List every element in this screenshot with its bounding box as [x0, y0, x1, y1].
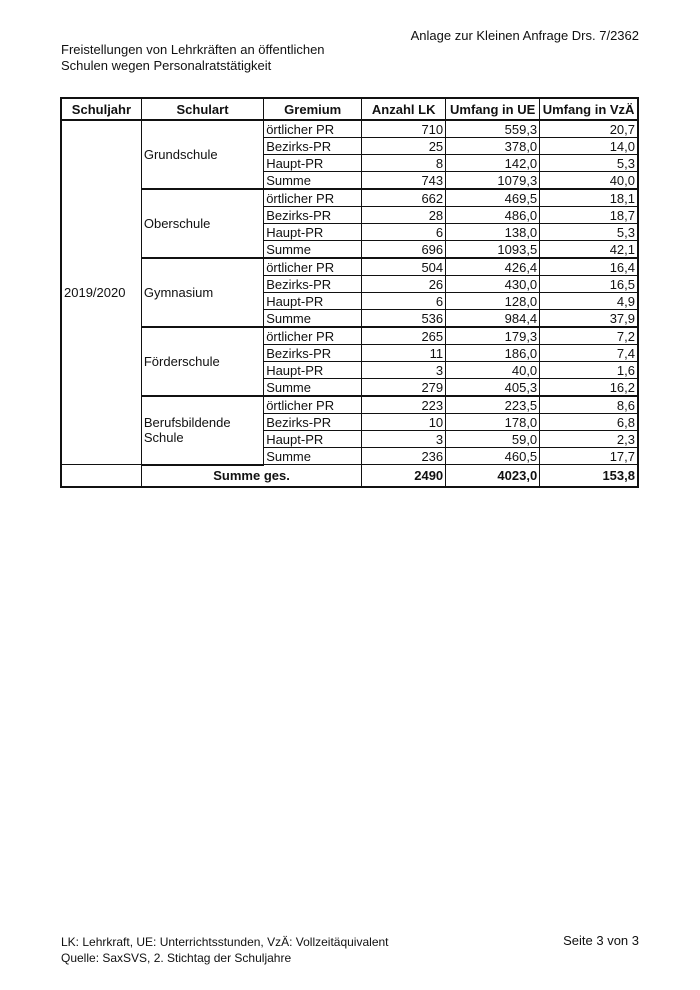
umfang-vza-cell: 4,9 — [540, 293, 638, 310]
footer-legend: LK: Lehrkraft, UE: Unterrichtsstunden, VzÄ: Vollzeitäquivalent — [61, 935, 389, 949]
footer-notes — [61, 934, 389, 966]
total-ue: 4023,0 — [446, 465, 540, 487]
umfang-ue-cell: 40,0 — [446, 362, 540, 379]
umfang-ue-cell: 378,0 — [446, 138, 540, 155]
anzahl-lk-cell: 696 — [362, 241, 446, 259]
umfang-vza-cell: 5,3 — [540, 224, 638, 241]
umfang-vza-cell: 8,6 — [540, 396, 638, 414]
umfang-ue-cell: 128,0 — [446, 293, 540, 310]
anzahl-lk-cell: 662 — [362, 189, 446, 207]
page-number: Seite 3 von 3 — [563, 933, 639, 948]
gremium-cell: Bezirks-PR — [264, 414, 362, 431]
anzahl-lk-cell: 265 — [362, 327, 446, 345]
header-umfang-ue: Umfang in UE — [446, 98, 540, 120]
schulart-cell — [141, 327, 263, 396]
umfang-vza-cell: 18,1 — [540, 189, 638, 207]
gremium-cell: Haupt-PR — [264, 362, 362, 379]
umfang-vza-cell: 2,3 — [540, 431, 638, 448]
gremium-cell: Bezirks-PR — [264, 138, 362, 155]
header-anzahl-lk: Anzahl LK — [362, 98, 446, 120]
total-label: Summe ges. — [141, 465, 361, 487]
umfang-vza-cell: 40,0 — [540, 172, 638, 190]
document-title — [61, 42, 325, 74]
gremium-cell: Summe — [264, 241, 362, 259]
anzahl-lk-cell: 6 — [362, 293, 446, 310]
header-schuljahr: Schuljahr — [61, 98, 141, 120]
umfang-ue-cell: 984,4 — [446, 310, 540, 328]
gremium-cell: örtlicher PR — [264, 258, 362, 276]
anzahl-lk-cell: 279 — [362, 379, 446, 397]
title-line-1: Freistellungen von Lehrkräften an öffentlichen — [61, 42, 325, 57]
table-row — [61, 189, 638, 207]
schulart-label: Grundschule — [143, 147, 218, 162]
gremium-cell: Haupt-PR — [264, 431, 362, 448]
table-body — [61, 120, 638, 465]
gremium-cell: Haupt-PR — [264, 224, 362, 241]
anzahl-lk-cell: 743 — [362, 172, 446, 190]
anzahl-lk-cell: 504 — [362, 258, 446, 276]
gremium-cell: Summe — [264, 310, 362, 328]
umfang-ue-cell: 559,3 — [446, 120, 540, 138]
umfang-vza-cell: 20,7 — [540, 120, 638, 138]
umfang-vza-cell: 7,2 — [540, 327, 638, 345]
schulart-cell — [141, 396, 263, 465]
umfang-vza-cell: 16,4 — [540, 258, 638, 276]
umfang-vza-cell: 37,9 — [540, 310, 638, 328]
table-header-row — [61, 98, 638, 120]
umfang-vza-cell: 17,7 — [540, 448, 638, 465]
gremium-cell: örtlicher PR — [264, 120, 362, 138]
anzahl-lk-cell: 223 — [362, 396, 446, 414]
header-schulart: Schulart — [141, 98, 263, 120]
total-empty-cell — [61, 465, 141, 487]
umfang-ue-cell: 486,0 — [446, 207, 540, 224]
schulart-label: Gymnasium — [143, 285, 214, 300]
umfang-ue-cell: 426,4 — [446, 258, 540, 276]
total-anzahl: 2490 — [362, 465, 446, 487]
schulart-cell — [141, 120, 263, 189]
schulart-label: Schule — [143, 430, 184, 446]
umfang-ue-cell: 223,5 — [446, 396, 540, 414]
title-line-2: Schulen wegen Personalratstätigkeit — [61, 58, 272, 73]
table-row — [61, 120, 638, 138]
umfang-vza-cell: 18,7 — [540, 207, 638, 224]
umfang-ue-cell: 138,0 — [446, 224, 540, 241]
gremium-cell: Bezirks-PR — [264, 276, 362, 293]
umfang-ue-cell: 142,0 — [446, 155, 540, 172]
anzahl-lk-cell: 10 — [362, 414, 446, 431]
schulart-cell — [141, 258, 263, 327]
freistellungen-table — [60, 97, 639, 488]
gremium-cell: Haupt-PR — [264, 155, 362, 172]
schulart-label: Oberschule — [143, 216, 211, 231]
umfang-ue-cell: 186,0 — [446, 345, 540, 362]
anzahl-lk-cell: 28 — [362, 207, 446, 224]
gremium-cell: Summe — [264, 379, 362, 397]
anzahl-lk-cell: 236 — [362, 448, 446, 465]
gremium-cell: örtlicher PR — [264, 189, 362, 207]
anzahl-lk-cell: 8 — [362, 155, 446, 172]
umfang-ue-cell: 59,0 — [446, 431, 540, 448]
umfang-vza-cell: 5,3 — [540, 155, 638, 172]
gremium-cell: Summe — [264, 448, 362, 465]
umfang-ue-cell: 1079,3 — [446, 172, 540, 190]
umfang-vza-cell: 14,0 — [540, 138, 638, 155]
schulart-label: Berufsbildende — [143, 415, 231, 431]
gremium-cell: örtlicher PR — [264, 396, 362, 414]
anzahl-lk-cell: 3 — [362, 431, 446, 448]
umfang-ue-cell: 1093,5 — [446, 241, 540, 259]
gremium-cell: Bezirks-PR — [264, 207, 362, 224]
umfang-vza-cell: 6,8 — [540, 414, 638, 431]
schulart-cell — [141, 189, 263, 258]
header-umfang-vza: Umfang in VzÄ — [540, 98, 638, 120]
table-row — [61, 258, 638, 276]
schuljahr-cell: 2019/2020 — [61, 120, 141, 465]
umfang-ue-cell: 405,3 — [446, 379, 540, 397]
anzahl-lk-cell: 710 — [362, 120, 446, 138]
table-row — [61, 327, 638, 345]
document-reference: Anlage zur Kleinen Anfrage Drs. 7/2362 — [410, 28, 639, 43]
umfang-ue-cell: 460,5 — [446, 448, 540, 465]
gremium-cell: Haupt-PR — [264, 293, 362, 310]
header-gremium: Gremium — [264, 98, 362, 120]
umfang-ue-cell: 469,5 — [446, 189, 540, 207]
anzahl-lk-cell: 6 — [362, 224, 446, 241]
table-row — [61, 396, 638, 414]
umfang-ue-cell: 179,3 — [446, 327, 540, 345]
schulart-label: Förderschule — [143, 354, 220, 369]
umfang-vza-cell: 42,1 — [540, 241, 638, 259]
anzahl-lk-cell: 536 — [362, 310, 446, 328]
umfang-ue-cell: 430,0 — [446, 276, 540, 293]
anzahl-lk-cell: 3 — [362, 362, 446, 379]
umfang-ue-cell: 178,0 — [446, 414, 540, 431]
total-vza: 153,8 — [540, 465, 638, 487]
anzahl-lk-cell: 11 — [362, 345, 446, 362]
footer-source: Quelle: SaxSVS, 2. Stichtag der Schuljahre — [61, 951, 292, 965]
umfang-vza-cell: 16,2 — [540, 379, 638, 397]
gremium-cell: örtlicher PR — [264, 327, 362, 345]
gremium-cell: Bezirks-PR — [264, 345, 362, 362]
gremium-cell: Summe — [264, 172, 362, 190]
umfang-vza-cell: 7,4 — [540, 345, 638, 362]
anzahl-lk-cell: 26 — [362, 276, 446, 293]
anzahl-lk-cell: 25 — [362, 138, 446, 155]
umfang-vza-cell: 16,5 — [540, 276, 638, 293]
total-row — [61, 465, 638, 487]
umfang-vza-cell: 1,6 — [540, 362, 638, 379]
